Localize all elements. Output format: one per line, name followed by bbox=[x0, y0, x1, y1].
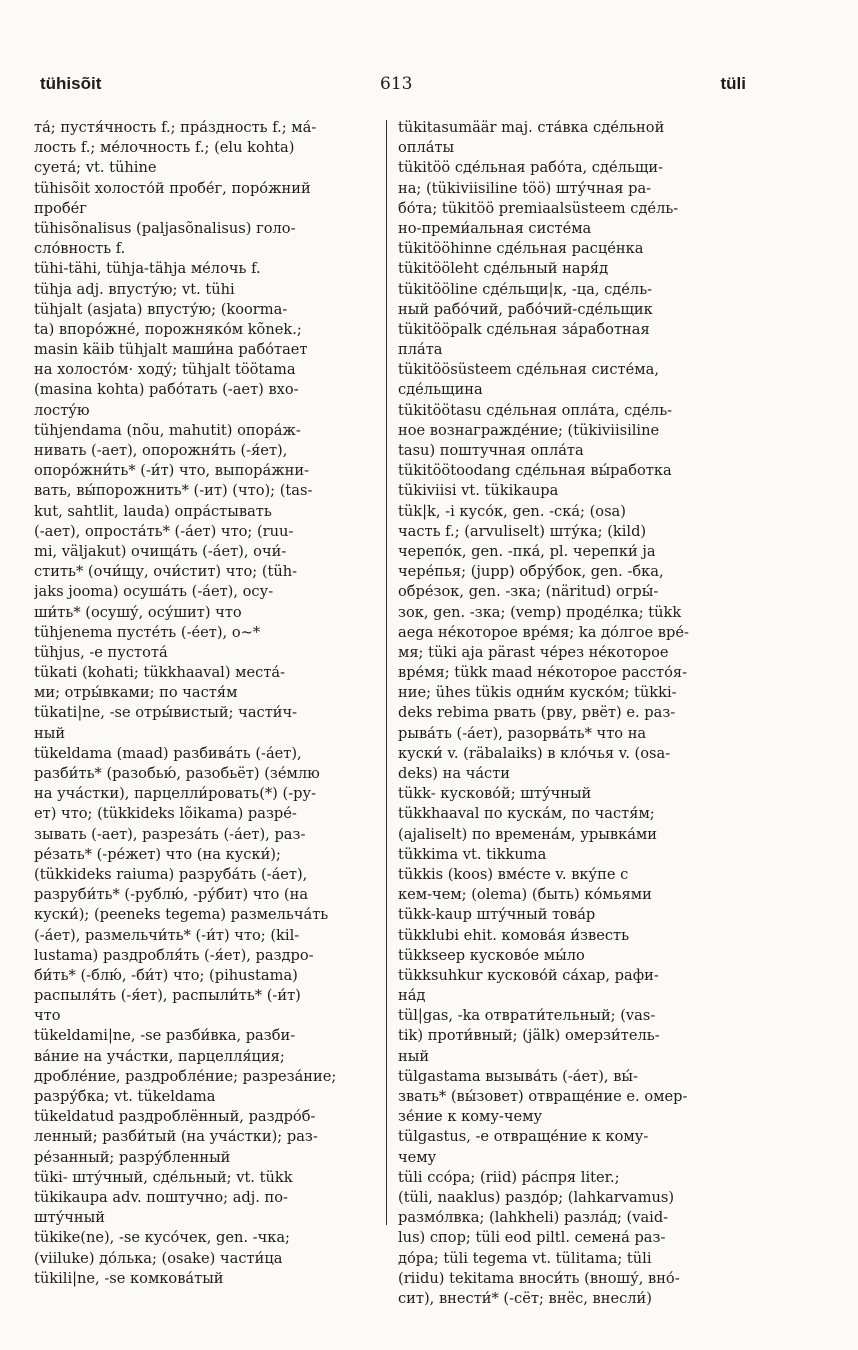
text-line: вать, вы́порожнить* (-ит) (что); (tas- bbox=[34, 482, 313, 500]
text-line: tükitöösüsteem сде́льная систе́ма, bbox=[398, 361, 659, 379]
text-line: рыва́ть (-а́ет), разорва́ть* что на bbox=[398, 724, 647, 742]
text-line: опоро́жни́ть* (-и́т) что, выпора́жни- bbox=[34, 462, 310, 480]
text-line: tühi-tähi, tühja-tähja ме́лочь f. bbox=[34, 260, 261, 278]
text-line: tükitööline сде́льщи|к, -ца, сде́ль- bbox=[398, 280, 653, 298]
text-line: aega не́которое вре́мя; ka до́лгое вре́- bbox=[398, 623, 689, 641]
text-line: kut, sahtlit, lauda) опра́стывать bbox=[34, 502, 272, 520]
text-line: ta) впоро́жне́, порожняко́м kõnek.; bbox=[34, 320, 302, 338]
text-line: черепо́к, gen. -пка́, pl. черепки́ ja bbox=[398, 542, 656, 560]
text-line: tükike(ne), -se кусо́чек, gen. -чка; bbox=[34, 1229, 290, 1247]
text-line: шту́чный bbox=[34, 1209, 105, 1227]
text-line: но-преми́альная систе́ма bbox=[398, 219, 592, 237]
page-number: 613 bbox=[380, 74, 413, 94]
text-line: tükikaupa adv. поштучно; adj. по- bbox=[34, 1188, 288, 1206]
text-line: tülgastus, -e отвраще́ние к кому- bbox=[398, 1128, 649, 1146]
text-line: часть f.; (arvuliselt) шту́ка; (kild) bbox=[398, 522, 647, 540]
text-line: ре́зать* (-ре́жет) что (на куски́); bbox=[34, 845, 281, 863]
text-line: пробе́г bbox=[34, 199, 87, 217]
text-line: на; (tükiviisiline töö) шту́чная ра- bbox=[398, 179, 652, 197]
text-line: tükeldatud раздроблённый, раздро́б- bbox=[34, 1108, 316, 1126]
text-line: (-а́ет), размельчи́ть* (-и́т) что; (kil- bbox=[34, 926, 300, 944]
text-line: ши́ть* (осушу́, осу́шит) что bbox=[34, 603, 242, 621]
text-line: сде́льщина bbox=[398, 381, 483, 399]
text-line: обре́зок, gen. -зка; (näritud) огры́- bbox=[398, 583, 659, 601]
text-line: masin käib tühjalt маши́на рабо́тает bbox=[34, 341, 308, 359]
text-line: та́; пустя́чность f.; пра́здность f.; ма́- bbox=[34, 119, 317, 136]
text-line: на уча́стки), парцелли́ровать(*) (-ру- bbox=[34, 785, 316, 803]
text-line: что bbox=[34, 1007, 61, 1025]
text-line: зок, gen. -зка; (vemp) проде́лка; tükk bbox=[398, 603, 682, 621]
text-line: разби́ть* (разобью́, разобьёт) (зе́млю bbox=[34, 765, 320, 782]
text-line: tükati (kohati; tükkhaaval) места́- bbox=[34, 664, 286, 682]
text-line: tükati|ne, -se отры́вистый; части́ч- bbox=[34, 704, 298, 722]
text-line: tükkis (koos) вме́сте v. вку́пе с bbox=[398, 865, 629, 883]
text-line: (tükkideks raiuma) разруба́ть (-а́ет), bbox=[34, 865, 308, 883]
text-line: зе́ние к кому-чему bbox=[398, 1108, 543, 1126]
text-line: tik) проти́вный; (jälk) омерзи́тель- bbox=[398, 1027, 660, 1045]
text-line: сло́вность f. bbox=[34, 240, 126, 258]
text-line: куски́); (peeneks tegema) размельча́ть bbox=[34, 906, 329, 924]
text-line: tülgastama вызыва́ть (-а́ет), вы́- bbox=[398, 1067, 638, 1085]
text-line: tühisõnalisus (paljasõnalisus) голо- bbox=[34, 219, 296, 237]
text-line: tühisõit холосто́й пробе́г, поро́жний bbox=[34, 179, 311, 197]
text-line: пла́та bbox=[398, 341, 443, 359]
text-line: звать* (вы́зовет) отвраще́ние е. омер- bbox=[398, 1088, 688, 1105]
text-line: куски́ v. (räbalaiks) в кло́чья v. (osa- bbox=[398, 744, 671, 762]
text-line: tühjus, -e пустота́ bbox=[34, 643, 168, 661]
text-line: tükitöötasu сде́льная опла́та, сде́ль- bbox=[398, 401, 673, 419]
text-line: бо́та; tükitöö premiaalsüsteem сде́ль- bbox=[398, 199, 679, 217]
text-line: jaks jooma) осуша́ть (-а́ет), осу- bbox=[34, 583, 274, 601]
text-line: лость f.; ме́лочность f.; (elu kohta) bbox=[34, 139, 295, 157]
text-line: tükkseep кусково́е мы́ло bbox=[398, 946, 585, 964]
text-line: tükiviisi vt. tükikaupa bbox=[398, 482, 559, 500]
text-line: deks) на ча́сти bbox=[398, 765, 511, 782]
text-line: распыля́ть (-я́ет), распыли́ть* (-и́т) bbox=[34, 987, 301, 1005]
text-line: tükksuhkur кусково́й са́хар, рафи- bbox=[398, 966, 659, 984]
text-line: би́ть* (-блю́, -би́т) что; (pihustama) bbox=[34, 966, 298, 984]
text-line: ный bbox=[34, 724, 66, 742]
text-line: кем-чем; (olema) (быть) ко́мьями bbox=[398, 886, 652, 904]
text-line: ленный; разби́тый (на уча́стки); раз- bbox=[34, 1128, 318, 1146]
text-line: дробле́ние, раздробле́ние; разреза́ние; bbox=[34, 1067, 337, 1085]
text-line: ние; ühes tükis одни́м куско́м; tükki- bbox=[398, 684, 677, 702]
header-right-word: tüli bbox=[720, 74, 746, 93]
text-line: tasu) поштучная опла́та bbox=[398, 442, 584, 459]
text-line: tükeldama (maad) разбива́ть (-а́ет), bbox=[34, 744, 302, 762]
text-line: мя; tüki aja pärast че́рез не́которое bbox=[398, 643, 669, 661]
text-line: tühjenema пусте́ть (-е́ет), о~* bbox=[34, 623, 261, 641]
text-line: разру́бка; vt. tükeldama bbox=[34, 1088, 216, 1105]
text-line: tükk- кусково́й; шту́чный bbox=[398, 785, 592, 803]
text-line: (viiluke) до́лька; (osake) части́ца bbox=[34, 1249, 283, 1267]
text-line: tükitasumäär maj. ста́вка сде́льной bbox=[398, 119, 665, 136]
text-line: ный рабо́чий, рабо́чий-сде́льщик bbox=[398, 300, 653, 318]
text-line: tühja adj. впусту́ю; vt. tühi bbox=[34, 280, 235, 298]
text-line: лосту́ю bbox=[34, 401, 90, 419]
text-line: tükitööleht сде́льный наря́д bbox=[398, 260, 609, 278]
text-line: на холосто́м· ходу́; tühjalt töötama bbox=[34, 361, 296, 379]
text-line: tükkhaaval по куска́м, по частя́м; bbox=[398, 805, 655, 823]
text-line: mi, väljakut) очища́ть (-а́ет), очи́- bbox=[34, 542, 287, 560]
text-line: deks rebima рвать (рву, рвёт) е. раз- bbox=[398, 704, 676, 722]
text-line: (masina kohta) рабо́тать (-ает) вхо- bbox=[34, 381, 299, 399]
text-line: ет) что; (tükkideks lõikama) разре́- bbox=[34, 805, 297, 823]
text-line: lus) спор; tüli eod piltl. семена́ раз- bbox=[398, 1229, 666, 1247]
text-line: tüki- шту́чный, сде́льный; vt. tükk bbox=[34, 1168, 293, 1186]
text-line: tükitööhinne сде́льная расце́нка bbox=[398, 240, 644, 258]
text-line: суета́; vt. tühine bbox=[34, 159, 157, 177]
text-line: tükk-kaup шту́чный това́р bbox=[398, 906, 596, 924]
text-line: опла́ты bbox=[398, 139, 455, 157]
header-left-word: tühisõit bbox=[40, 74, 102, 93]
text-line: lustama) раздробля́ть (-я́ет), раздро- bbox=[34, 946, 314, 964]
text-line: ре́занный; разру́бленный bbox=[34, 1148, 231, 1166]
text-line: разруби́ть* (-рублю́, -ру́бит) что (на bbox=[34, 886, 309, 904]
text-line: (riidu) tekitama вноси́ть (вношу́, вно́- bbox=[398, 1269, 680, 1287]
text-line: ный bbox=[398, 1047, 430, 1065]
text-line: tükkima vt. tikkuma bbox=[398, 845, 547, 863]
right-column bbox=[398, 118, 743, 1309]
text-line: tükeldami|ne, -se разби́вка, разби- bbox=[34, 1027, 296, 1045]
text-line: tükklubi ehit. комова́я и́звесть bbox=[398, 926, 630, 944]
text-line: tühjendama (nõu, mahutit) опора́ж- bbox=[34, 421, 301, 439]
text-line: ми; отры́вками; по частя́м bbox=[34, 684, 238, 702]
text-line: стить* (очи́щу, очи́стит) что; (tüh- bbox=[34, 563, 298, 581]
text-line: ва́ние на уча́стки, парцелля́ция; bbox=[34, 1047, 285, 1065]
text-line: размо́лвка; (lahkheli) разла́д; (vaid- bbox=[398, 1209, 669, 1227]
text-line: вре́мя; tükk maad не́которое рассто́я- bbox=[398, 664, 688, 682]
text-line: (-ает), опроста́ть* (-а́ет) что; (ruu- bbox=[34, 522, 294, 540]
text-line: на́д bbox=[398, 987, 426, 1005]
text-line: tük|k, -i кусо́к, gen. -ска́; (osa) bbox=[398, 502, 626, 520]
text-line: (tüli, naaklus) раздо́р; (lahkarvamus) bbox=[398, 1188, 675, 1206]
text-line: зывать (-ает), разреза́ть (-а́ет), раз- bbox=[34, 825, 306, 843]
column-divider bbox=[386, 120, 387, 1225]
text-line: tüli ссо́ра; (riid) ра́спря liter.; bbox=[398, 1168, 620, 1186]
text-line: до́ра; tüli tegema vt. tülitama; tüli bbox=[398, 1249, 652, 1267]
text-line: чему bbox=[398, 1148, 437, 1166]
text-line: сит), внести́* (-сёт; внёс, внесли́) bbox=[398, 1289, 652, 1307]
left-column bbox=[34, 118, 379, 1289]
text-line: (ajaliselt) по времена́м, урывка́ми bbox=[398, 825, 657, 843]
text-line: tül|gas, -ka отврати́тельный; (vas- bbox=[398, 1007, 656, 1025]
text-line: tükitöötoodang сде́льная вы́работка bbox=[398, 462, 672, 480]
text-line: чере́пья; (jupp) обру́бок, gen. -бка, bbox=[398, 563, 664, 581]
text-line: tükili|ne, -se комкова́тый bbox=[34, 1269, 224, 1287]
text-line: ное вознагражде́ние; (tükiviisiline bbox=[398, 421, 660, 439]
text-line: tühjalt (asjata) впусту́ю; (koorma- bbox=[34, 300, 288, 318]
text-line: tükitööpalk сде́льная за́работная bbox=[398, 320, 650, 338]
text-line: нивать (-ает), опорожня́ть (-я́ет), bbox=[34, 442, 288, 459]
text-line: tükitöö сде́льная рабо́та, сде́льщи- bbox=[398, 159, 664, 177]
